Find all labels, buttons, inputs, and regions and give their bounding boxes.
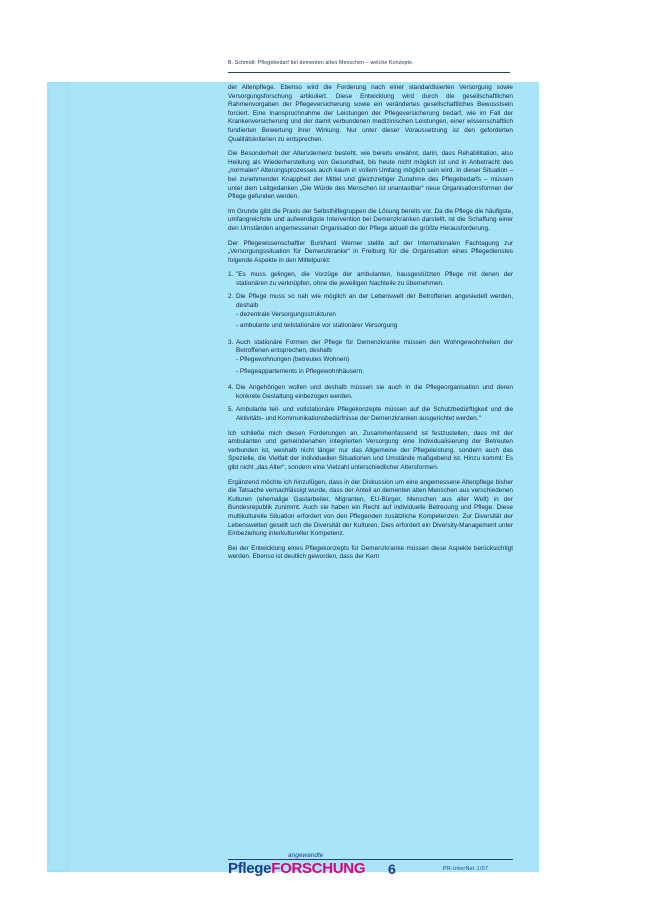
list-item-text: Die Angehörigen wollen und deshalb müssen sie auch in die Pflegeorganisation und deren konkrete Gestaltung einbezogen werden. [236,384,513,400]
journal-logo-main: Pflege [228,860,272,877]
paragraph: Im Grunde gibt die Praxis der Selbsthilfegruppen die Lösung bereits vor. Da die Pflege die häufigste, umfangreichste und aufwendigste Intervention bei Demenzkranken darstellt, ist die Schaffung einer den Umständen angemessenen Organisation der Pflege aktuell die größte Herausforderung. [228,207,513,232]
list-item-text: Ambulante teil- und vollstationäre Pflegekonzepte müssen auf die Schutzbedürftigkeit und die Aktivitäts- und Kommunikationsbedürfnisse der Demenzkranken ausgerichtet werden." [236,406,513,422]
paragraph: Die Besonderheit der Altersdemenz besteht, wie bereits erwähnt, darin, dass Rehabilitation, also Heilung als Wiederherstellung von Gesundheit, bis heute nicht möglich ist und in Anbetracht des „normalen“ Alterungsprozesses auch kaum in vollem Umfang möglich sein wird. In dieser Situation – bei zunehmender Knappheit der Mittel und gleichzeitiger Zunahme des Pflegebedarfs – müssen unter dem Leitgedanken „Die Würde des Menschen ist unantastbar“ neue Organisationsformen der Pflege gefunden werden. [228,150,513,201]
list-item-number: 2. [228,293,234,301]
paragraph: Der Pflegewissenschaftler Burkhard Werner stellte auf der Internationalen Fachtagung zur „Versorgungssituation für Demenzkranke“ in Freiburg für die Organisation eines Pflegedienstes folgende Aspekte in den Mittelpunkt: [228,239,513,264]
list-item-text [236,339,513,379]
list-item-number: 3. [228,338,234,346]
list-item-text [236,293,513,333]
page-number: 6 [388,861,396,877]
header-rule [228,72,510,73]
decorative-left-band-inner [49,84,67,870]
paragraph: Bei der Entwicklung eines Pflegekonzepts für Demenzkranke müssen diese Aspekte berücksichtigt werden. Ebenso ist deutlich geworden, dass der Kern [228,544,513,561]
list-item [228,339,513,379]
issue-label: PR-InterNet 1/07 [443,866,489,872]
list-item-lead: Die Pflege muss so nah wie möglich an der Lebenswelt der Betroffenen angesiedelt werden, deshalb [236,293,513,310]
list-item-number: 4. [228,384,234,392]
paragraph: der Altenpflege. Ebenso wird die Forderung nach einer standardisierten Versorgung sowie Versorgungsforschung artikuliert. Diese Entwicklung wird durch die gesellschaftlichen Rahmenvorgaben der Pflegeversicherung sowie ein verändertes gesellschaftliches Bewusstsein forciert. Eine Inanspruchnahme der Leistungen der Pflegeversicherung bedarf, wie im Fall der Krankenversicherung und der damit verbundenen medizinischen Leistungen, einer wissenschaftlich fundierten Bewertung ihrer Wirkung. Nur unter dieser Voraussetzung ist den geforderten Qualitätskriterien zu entsprechen. [228,84,513,143]
numbered-list [228,271,513,423]
list-subitem: - ambulante und teilstationäre vor stationärer Versorgung [236,322,398,330]
list-subitem: - Pflegeappartements in Pflegewohnhäusern. [236,367,364,375]
list-item [228,293,513,333]
list-item-number: 5. [228,406,234,414]
list-item-number: 1. [228,271,234,279]
list-item-subitems [236,356,513,376]
journal-logo-accent: FORSCHUNG [271,860,366,877]
paragraph: Ergänzend möchte ich hinzufügen, dass in der Diskussion um eine angemessene Altenpflege bisher die Tatsache vernachlässigt wurde, dass der Anteil an dementen alten Menschen aus verschiedenen Kulturen (ehemalige Gastarbeiter, Migranten, EU-Bürger, Menschen aus aller Welt) in der Bundesrepublik zunimmt. Auch sie haben ein Recht auf individuelle Betreuung und Pflege. Diese multikulturelle Situation erfordert von den Pflegenden zusätzliche Kompetenzen. Zur Diversität der Lebenswelten gesellt sich die Diversität der Kulturen. Dies erfordert ein Diversity-Management unter Einbeziehung interkultureller Kompetenz. [228,478,513,538]
list-item-lead: Auch stationäre Formen der Pflege für Demenzkranke müssen den Wohngewohnheiten der Betroffenen entsprechen, deshalb [236,338,513,355]
list-item-subitems [236,311,513,331]
list-item-text: "Es muss gelingen, die Vorzüge der ambulanten, hausgestützten Pflege mit denen der stationären zu verknüpfen, ohne die jeweiligen Nachteile zu übernehmen. [236,271,513,287]
paragraph: Ich schließe mich diesen Forderungen an. Zusammenfassend ist festzustellen, dass mit der ambulanten und gemeindenahen integrierten Versorgung eine Individualisierung der Betreuten verbunden ist, weshalb nicht länger nur das Allgemeine der Pflegeleistung, sondern auch das Spezielle, die Vielfalt der individuellen Situationen und Umstände maßgebend ist. Hinzu kommt: Es gibt nicht „das Alter“, sondern eine Vielzahl unterschiedlicher Altersformen. [228,429,513,471]
list-subitem: - dezentrale Versorgungsstrukturen [236,310,336,318]
list-subitem: - Pflegewohnungen (betreutes Wohnen) [236,356,350,364]
running-head: B. Schmidt: Pflegebedarf bei dementen alten Menschen – welche Konzepte. [228,60,414,66]
journal-logo [228,860,365,877]
list-item [228,271,513,288]
journal-logo-subtitle: angewandte [288,852,324,859]
list-item [228,384,513,401]
page-footer [228,852,528,884]
list-item [228,406,513,423]
body-text-column [228,84,513,568]
